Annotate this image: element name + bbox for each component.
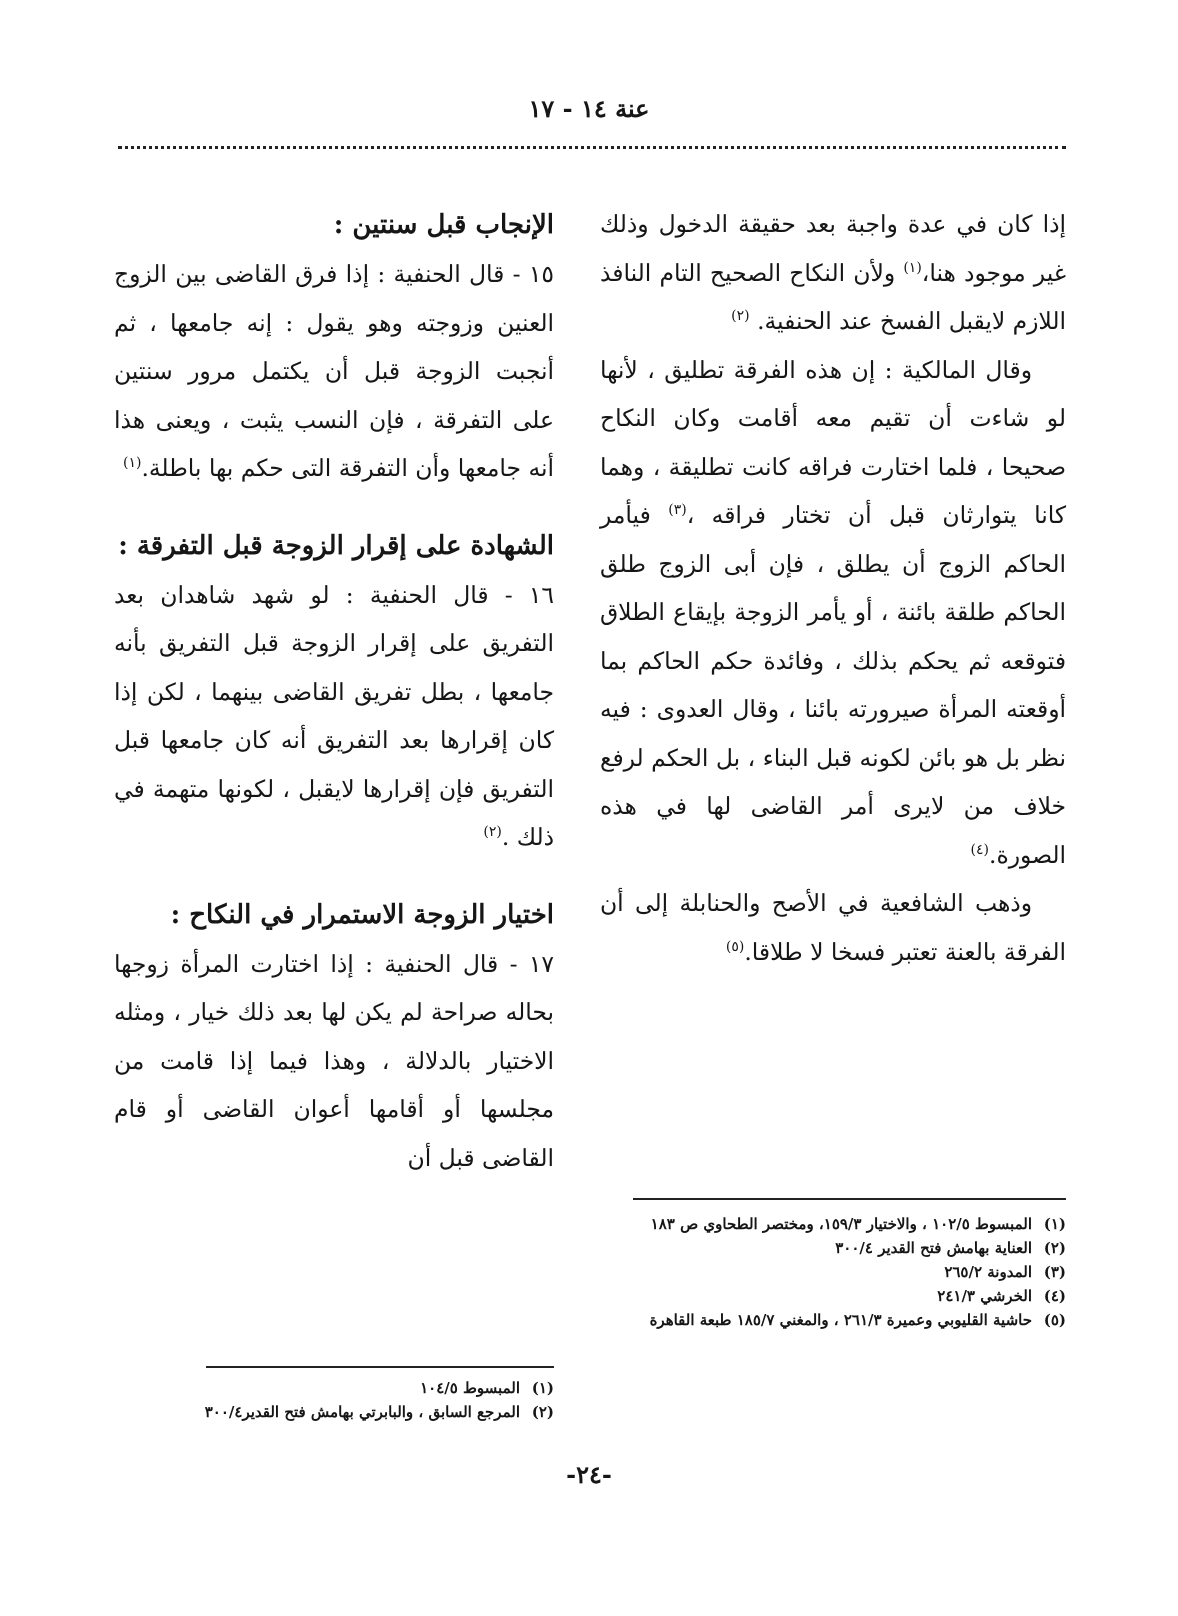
section-heading-2: الشهادة على إقرار الزوجة قبل التفرقة :	[118, 530, 554, 561]
left-footnote-divider	[206, 1366, 554, 1368]
footnote-text: حاشية القليوبي وعميرة ٢٦١/٣ ، والمغني ١٨٥/٧ طبعة القاهرة	[649, 1311, 1032, 1329]
left-p1-text: ١٥ - قال الحنفية : إذا فرق القاضى بين الزوج العنين وزوجته وهو يقول : إنه جامعها ، ثم أنجبت الزوجة قبل أن يكتمل مرور سنتين على التفرقة ، فإن النسب يثبت ، ويعنى هذا أنه جامعها وأن التفرقة التى حكم بها باطلة.	[114, 260, 554, 482]
footnote-text: الخرشي ٢٤١/٣	[937, 1287, 1032, 1305]
right-p3-text: وذهب الشافعية في الأصح والحنابلة إلى أن الفرقة بالعنة تعتبر فسخا لا طلاقا.	[600, 889, 1066, 966]
footnote-item	[600, 1236, 1066, 1260]
footnote-text: المرجع السابق ، والبابرتي بهامش فتح القدير٣٠٠/٤	[204, 1403, 520, 1421]
footnote-number: (٥)	[1043, 1311, 1066, 1329]
right-footnote-divider	[633, 1198, 1066, 1200]
spacer	[114, 493, 554, 521]
footnote-ref-1: (١)	[903, 259, 922, 276]
right-p2-text: وقال المالكية : إن هذه الفرقة تطليق ، لأنها لو شاءت أن تقيم معه أقامت وكان النكاح صحيحا ، فلما اختارت فراقه كانت تطليقة ، وهما كانا يتوارثان قبل أن تختار فراقه ،	[600, 355, 1066, 529]
right-column	[600, 200, 1066, 976]
footnote-number: (٣)	[1043, 1263, 1066, 1281]
footnote-text: المدونة ٢٦٥/٢	[944, 1263, 1032, 1281]
footnote-number: (١)	[531, 1379, 554, 1397]
footnote-ref-left-2: (٢)	[483, 824, 502, 841]
left-p2-text: ١٦ - قال الحنفية : لو شهد شاهدان بعد التفريق على إقرار الزوجة قبل التفريق بأنه جامعها ، بطل تفريق القاضى بينهما ، لكن إذا كان إقرارها بعد التفريق أنه كان جامعها قبل التفريق فإن إقرارها لايقبل ، لكونها متهمة في ذلك .	[114, 580, 554, 851]
left-footnotes	[114, 1376, 554, 1424]
footnote-number: (٢)	[531, 1403, 554, 1421]
right-paragraph-2	[600, 346, 1066, 880]
right-p2b-text: فيأمر الحاكم الزوج أن يطلق ، فإن أبى الزوج طلق الحاكم طلقة بائنة ، أو يأمر الزوجة بإيقاع الطلاق فتوقعه ثم يحكم بذلك ، وفائدة حكم الحاكم بما أوقعته المرأة صيرورته بائنا ، وقال العدوى : فيه نظر بل هو بائن لكونه قبل البناء ، بل الحكم لرفع خلاف من لايرى أمر القاضى لها في هذه الصورة.	[600, 501, 1066, 869]
footnote-number: (١)	[1043, 1215, 1066, 1233]
footnote-item	[600, 1212, 1066, 1236]
footnote-text: المبسوط ١٠٤/٥	[420, 1379, 520, 1397]
footnote-text: العناية بهامش فتح القدير ٣٠٠/٤	[835, 1239, 1032, 1257]
right-paragraph-1	[600, 200, 1066, 346]
header-dotted-divider	[118, 146, 1066, 149]
right-p1b-text: ولأن النكاح الصحيح التام النافذ اللازم لايقبل الفسخ عند الحنفية.	[600, 258, 1066, 335]
footnote-ref-5: (٥)	[725, 938, 745, 955]
spacer	[114, 862, 554, 890]
footnote-item	[600, 1308, 1066, 1332]
left-column	[114, 200, 554, 1182]
footnote-number: (٢)	[1043, 1239, 1066, 1257]
footnote-item	[114, 1400, 554, 1424]
running-header: عنة ١٤ - ١٧	[528, 94, 650, 123]
footnote-ref-left-1: (١)	[122, 455, 142, 472]
footnote-ref-4: (٤)	[970, 841, 990, 858]
left-paragraph-1	[114, 250, 554, 493]
footnote-ref-2: (٢)	[731, 308, 750, 325]
footnote-item	[600, 1260, 1066, 1284]
right-footnotes	[600, 1212, 1066, 1332]
right-paragraph-3	[600, 879, 1066, 976]
section-heading-3: اختيار الزوجة الاستمرار في النكاح :	[170, 899, 554, 930]
footnote-number: (٤)	[1043, 1287, 1066, 1305]
left-paragraph-3: ١٧ - قال الحنفية : إذا اختارت المرأة زوجها بحاله صراحة لم يكن لها بعد ذلك خيار ، ومثله الاختيار بالدلالة ، وهذا فيما إذا قامت من مجلسها أو أقامها أعوان القاضى أو قام القاضى قبل أن	[114, 949, 554, 1172]
footnote-text: المبسوط ١٠٢/٥ ، والاختيار ١٥٩/٣، ومختصر الطحاوي ص ١٨٣	[650, 1215, 1032, 1233]
section-heading-1: الإنجاب قبل سنتين :	[333, 210, 554, 240]
footnote-ref-3: (٣)	[668, 502, 687, 519]
right-p1-text: إذا كان في عدة واجبة بعد حقيقة الدخول وذلك غير موجود هنا،	[600, 210, 1066, 287]
footnote-item	[600, 1284, 1066, 1308]
left-paragraph-2	[114, 571, 554, 862]
footnote-item	[114, 1376, 554, 1400]
page-number: -٢٤-	[566, 1460, 612, 1489]
